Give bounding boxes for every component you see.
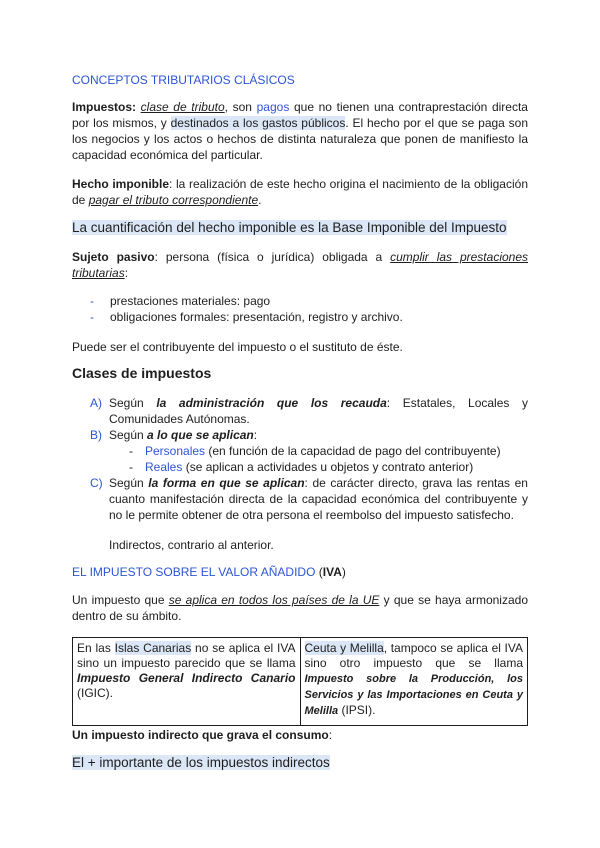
clase-de-tributo-link[interactable]: clase de tributo: [140, 100, 225, 114]
list-item: - obligaciones formales: presentación, registro y archivo.: [90, 310, 403, 324]
canarias-ceuta-table: [72, 637, 528, 726]
iva-heading: EL IMPUESTO SOBRE EL VALOR AÑADIDO (IVA): [72, 565, 346, 579]
pagos-text: pagos: [256, 100, 290, 114]
personales-item: - Personales (en función de la capacidad de pago del contribuyente): [129, 444, 501, 458]
sujeto-pasivo-paragraph: Sujeto pasivo: persona (física o jurídica) obligada a cumplir las prestaciones tributarias:: [72, 250, 529, 280]
pagar-tributo-link[interactable]: pagar el tributo correspondiente: [88, 193, 259, 207]
gastos-publicos-highlight: destinados a los gastos públicos: [170, 116, 346, 130]
paises-ue-link[interactable]: se aplica en todos los países de la UE: [168, 593, 380, 607]
cumplir-prestaciones-link[interactable]: cumplir las prestaciones tributarias: [72, 250, 529, 280]
importante-line: El + importante de los impuestos indirectos: [72, 755, 330, 770]
canarias-cell: En las Islas Canarias no se aplica el IVA sino un impuesto parecido que se llama Impuesto General Indirecto Canario (IGIC).: [73, 638, 301, 726]
hecho-imponible-paragraph: Hecho imponible: la realización de este hecho origina el nacimiento de la obligación de pagar el tributo correspondiente.: [72, 177, 528, 207]
clase-b-item: B) Según a lo que se aplican:: [90, 428, 258, 442]
ceuta-melilla-cell: Ceuta y Melilla, tampoco se aplica el IVA sino otro impuesto que se llama Impuesto sobre la Producción, los Servicios y las Importaciones en Ceuta y Melilla (IPSI).: [300, 638, 528, 726]
reales-item: - Reales (se aplican a actividades u objetos y contrato anterior): [129, 460, 474, 474]
iva-paragraph: Un impuesto que se aplica en todos los países de la UE y que se haya armonizado dentro de su ámbito.: [72, 593, 528, 623]
impuestos-term: Impuestos:: [72, 100, 137, 114]
page-title: CONCEPTOS TRIBUTARIOS CLÁSICOS: [72, 73, 295, 87]
clases-heading: Clases de impuestos: [72, 365, 212, 381]
clase-c-item: C) Según la forma en que se aplican: de carácter directo, grava las rentas en cuanto manifestación directa de la capacidad económica del contribuyente y no le permite obtener de otra persona el reembolso del impuesto satisfecho.: [90, 476, 528, 522]
list-item: - prestaciones materiales: pago: [90, 294, 271, 308]
clase-a-item: A) Según la administración que los recauda: Estatales, Locales y Comunidades Autónomas.: [90, 396, 528, 426]
contribuyente-line: Puede ser el contribuyente del impuesto o el sustituto de éste.: [72, 340, 403, 354]
indirectos-line: Indirectos, contrario al anterior.: [109, 538, 274, 552]
sujeto-pasivo-term: Sujeto pasivo: [72, 250, 155, 264]
clases-list: [72, 395, 528, 523]
hecho-imponible-term: Hecho imponible: [72, 177, 169, 191]
impuestos-paragraph: Impuestos: clase de tributo, son pagos que no tienen una contraprestación directa por los mismos, y destinados a los gastos públicos. El hecho por el que se paga son los negocios y los actos o hechos de distinta naturaleza que ponen de manifiesto la capacidad económica del particular.: [72, 100, 529, 162]
prestaciones-list: [72, 293, 528, 325]
base-imponible-line: La cuantificación del hecho imponible es la Base Imponible del Impuesto: [72, 220, 507, 235]
consumo-line: Un impuesto indirecto que grava el consumo:: [72, 728, 333, 742]
table-row: [73, 638, 528, 726]
